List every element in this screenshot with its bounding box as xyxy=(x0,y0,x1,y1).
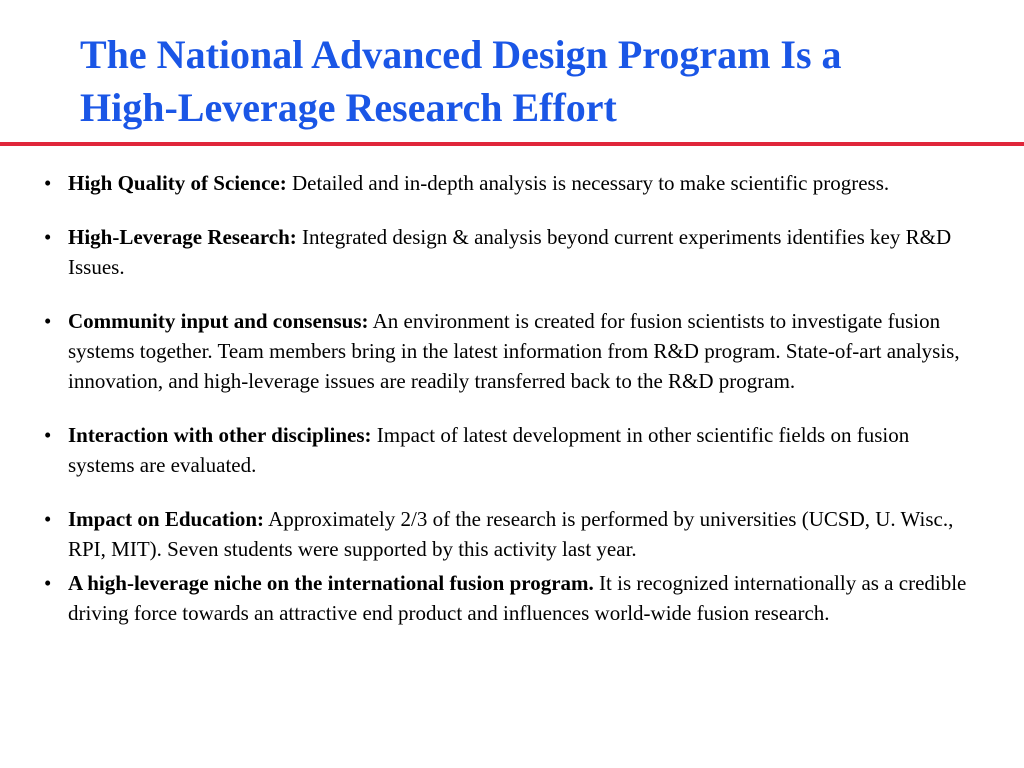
bullet-dot-icon: • xyxy=(44,309,52,333)
bullet-dot-icon: • xyxy=(44,507,52,531)
bullet-heading: Community input and consensus: xyxy=(68,309,369,333)
bullet-dot-icon: • xyxy=(44,423,52,447)
bullet-text: Detailed and in-depth analysis is necessary to make scientific progress. xyxy=(292,171,890,195)
bullet-item-quality-of-science xyxy=(0,168,980,198)
bullet-dot-icon: • xyxy=(44,171,52,195)
bullet-list xyxy=(0,168,1024,628)
bullet-item-community-input xyxy=(0,306,980,396)
slide-title-line-2: High-Leverage Research Effort xyxy=(80,85,617,130)
bullet-text: An environment is created for fusion scientists to investigate fusion systems together. Team members bring in the latest information from R&D program. State-of-art analysis, innovation, and high-leverage issues are readily transferred back to the R&D program. xyxy=(68,309,960,393)
bullet-heading: A high-leverage niche on the international fusion program. xyxy=(68,571,594,595)
slide-title-line-1: The National Advanced Design Program Is a xyxy=(80,32,842,77)
bullet-item-high-leverage-research xyxy=(0,222,980,282)
slide-title xyxy=(80,28,1000,134)
bullet-item-international-niche xyxy=(0,568,980,628)
bullet-heading: Interaction with other disciplines: xyxy=(68,423,372,447)
bullet-dot-icon: • xyxy=(44,225,52,249)
bullet-item-other-disciplines xyxy=(0,420,980,480)
bullet-heading: High-Leverage Research: xyxy=(68,225,297,249)
bullet-text: Integrated design & analysis beyond current experiments identifies key R&D Issues. xyxy=(68,225,952,279)
bullet-dot-icon: • xyxy=(44,571,52,595)
title-divider xyxy=(0,142,1024,146)
bullet-heading: High Quality of Science: xyxy=(68,171,287,195)
bullet-text: It is recognized internationally as a credible driving force towards an attractive end product and influences world-wide fusion research. xyxy=(68,571,967,625)
bullet-text: Approximately 2/3 of the research is performed by universities (UCSD, U. Wisc., RPI, MIT). Seven students were supported by this activity last year. xyxy=(68,507,954,561)
bullet-item-impact-on-education xyxy=(0,504,980,564)
bullet-text: Impact of latest development in other scientific fields on fusion systems are evaluated. xyxy=(68,423,910,477)
bullet-heading: Impact on Education: xyxy=(68,507,265,531)
